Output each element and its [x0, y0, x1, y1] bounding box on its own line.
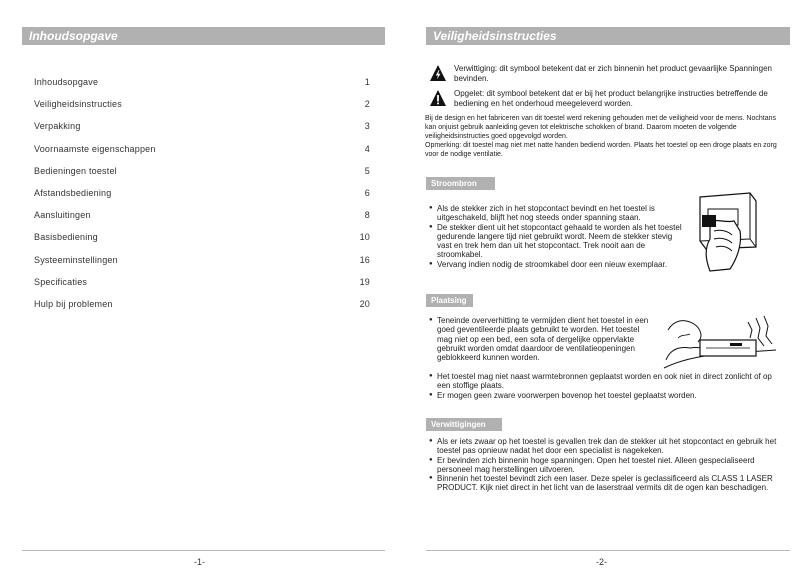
- plaatsing-list: [429, 316, 657, 362]
- toc-entry-page: 20: [359, 298, 370, 309]
- toc-entry-page: 16: [359, 254, 370, 265]
- toc-entry-label: Bedieningen toestel: [34, 165, 117, 176]
- section-heading-plaatsing: Plaatsing: [426, 294, 473, 307]
- toc-entry: [34, 139, 370, 161]
- toc-entry: [34, 116, 370, 138]
- toc-entry: [34, 227, 370, 249]
- table-of-contents: [34, 72, 370, 316]
- bullet-item: ● Als de stekker zich in het stopcontact bevindt en het toestel is uitgeschakeld, blijft het nog steeds onder spanning staan.: [429, 204, 687, 223]
- warning-text: Opgelet: dit symbool betekent dat er bij het product belangrijke instructies betreffende de bediening en het onderhoud meegeleverd worden.: [454, 89, 768, 108]
- toc-entry-label: Inhoudsopgave: [34, 77, 99, 87]
- bullet-item: ● Binnenin het toestel bevindt zich een laser. Deze speler is geclassificeerd als CLASS 1 LASER PRODUCT. Kijk niet direct in het licht van de laserstraal vermits dit de ogen kan beschadigen.: [429, 474, 777, 493]
- page-title: Inhoudsopgave: [22, 27, 385, 45]
- remark-paragraph: Opmerking: dit toestel mag niet met natte handen bediend worden. Plaats het toestel op een droge plaats en zorg voor de nodige ventilatie.: [425, 142, 777, 158]
- verwittigingen-list: [429, 437, 777, 493]
- exclamation-warning-icon: [429, 89, 447, 107]
- toc-entry-label: Basisbediening: [34, 232, 98, 243]
- plug-in-socket-illustration: [680, 191, 766, 273]
- page-number: -1-: [194, 557, 205, 567]
- warning-text: Verwittiging: dit symbool betekent dat er zich binnenin het product gevaarlijke Spanningen bevinden.: [454, 64, 772, 83]
- toc-entry-label: Afstandsbediening: [34, 187, 112, 198]
- intro-paragraph: Bij de design en het fabriceren van dit toestel werd rekening gehouden met de veiligheid voor de mens. Nochtans kan onjuist gebruik aanleiding geven tot elektrische schokken of brand. Daarom moeten de volgende veiligheidsinstructies goed opgevolgd worden.: [425, 115, 776, 140]
- toc-entry-page: 19: [359, 276, 370, 287]
- bullet-item: ● Teneinde oververhitting te vermijden dient het toestel in een goed geventileerde plaats gebruikt te worden. Het toestel mag niet op een bed, een sofa of dergelijke oppervlakte gebruikt worden omdat daardoor de ventilatieopeningen geblokkeerd kunnen worden.: [429, 316, 657, 362]
- toc-entry-label: Systeeminstellingen: [34, 254, 118, 265]
- right-page: [401, 0, 802, 578]
- toc-entry-label: Specificaties: [34, 276, 88, 287]
- toc-entry-label: Verpakking: [34, 121, 81, 132]
- section-heading-verwittigingen: Verwittigingen: [426, 418, 502, 431]
- toc-entry: [34, 250, 370, 272]
- toc-entry-label: Aansluitingen: [34, 210, 91, 221]
- toc-entry: [34, 161, 370, 183]
- lightning-warning-icon: [429, 64, 447, 82]
- section-heading-stroombron: Stroombron: [426, 177, 495, 190]
- intro-text: [425, 114, 789, 159]
- toc-entry: [34, 272, 370, 294]
- toc-entry: [34, 294, 370, 316]
- toc-entry-page: 5: [364, 165, 370, 176]
- toc-entry: [34, 205, 370, 227]
- page-number: -2-: [596, 557, 607, 567]
- toc-entry-label: Hulp bij problemen: [34, 298, 113, 309]
- bullet-item: ● De stekker dient uit het stopcontact gehaald te worden als het toestel gedurende langere tijd niet gebruikt wordt. Neem de stekker stevig vast en trek hem dan uit het stopcontact. Trek nooit aan de stroomkabel.: [429, 223, 687, 260]
- ventilation-illustration: [660, 310, 780, 372]
- plaatsing-list-continued: [429, 372, 779, 400]
- toc-entry-page: 1: [364, 77, 370, 87]
- footer-divider: [426, 550, 790, 551]
- toc-entry-page: 6: [364, 187, 370, 198]
- stroombron-list: [429, 204, 687, 269]
- bullet-item: ● Er bevinden zich binnenin hoge spanningen. Open het toestel niet. Alleen gespecialiseerd personeel mag herstellingen uitvoeren.: [429, 456, 777, 475]
- toc-entry: [34, 94, 370, 116]
- toc-entry-page: 10: [359, 232, 370, 243]
- toc-entry-label: Voornaamste eigenschappen: [34, 143, 156, 154]
- toc-entry-page: 4: [364, 143, 370, 154]
- bullet-item: ● Het toestel mag niet naast warmtebronnen geplaatst worden en ook niet in direct zonlicht of op een stoffige plaats.: [429, 372, 779, 391]
- toc-entry-page: 2: [364, 99, 370, 110]
- bullet-item: ● Als er iets zwaar op het toestel is gevallen trek dan de stekker uit het stopcontact en gebruik het toestel pas opnieuw nadat het door een specialist is nagekeken.: [429, 437, 777, 456]
- toc-entry-page: 3: [364, 121, 370, 132]
- page-title: Veiligheidsinstructies: [426, 27, 790, 45]
- bullet-item: ● Vervang indien nodig de stroomkabel door een nieuw exemplaar.: [429, 260, 687, 269]
- toc-entry-label: Veiligheidsinstructies: [34, 99, 122, 110]
- bullet-item: ● Er mogen geen zware voorwerpen bovenop het toestel geplaatst worden.: [429, 391, 779, 400]
- toc-entry: [34, 183, 370, 205]
- toc-entry: [34, 72, 370, 94]
- footer-divider: [22, 550, 385, 551]
- toc-entry-page: 8: [364, 210, 370, 221]
